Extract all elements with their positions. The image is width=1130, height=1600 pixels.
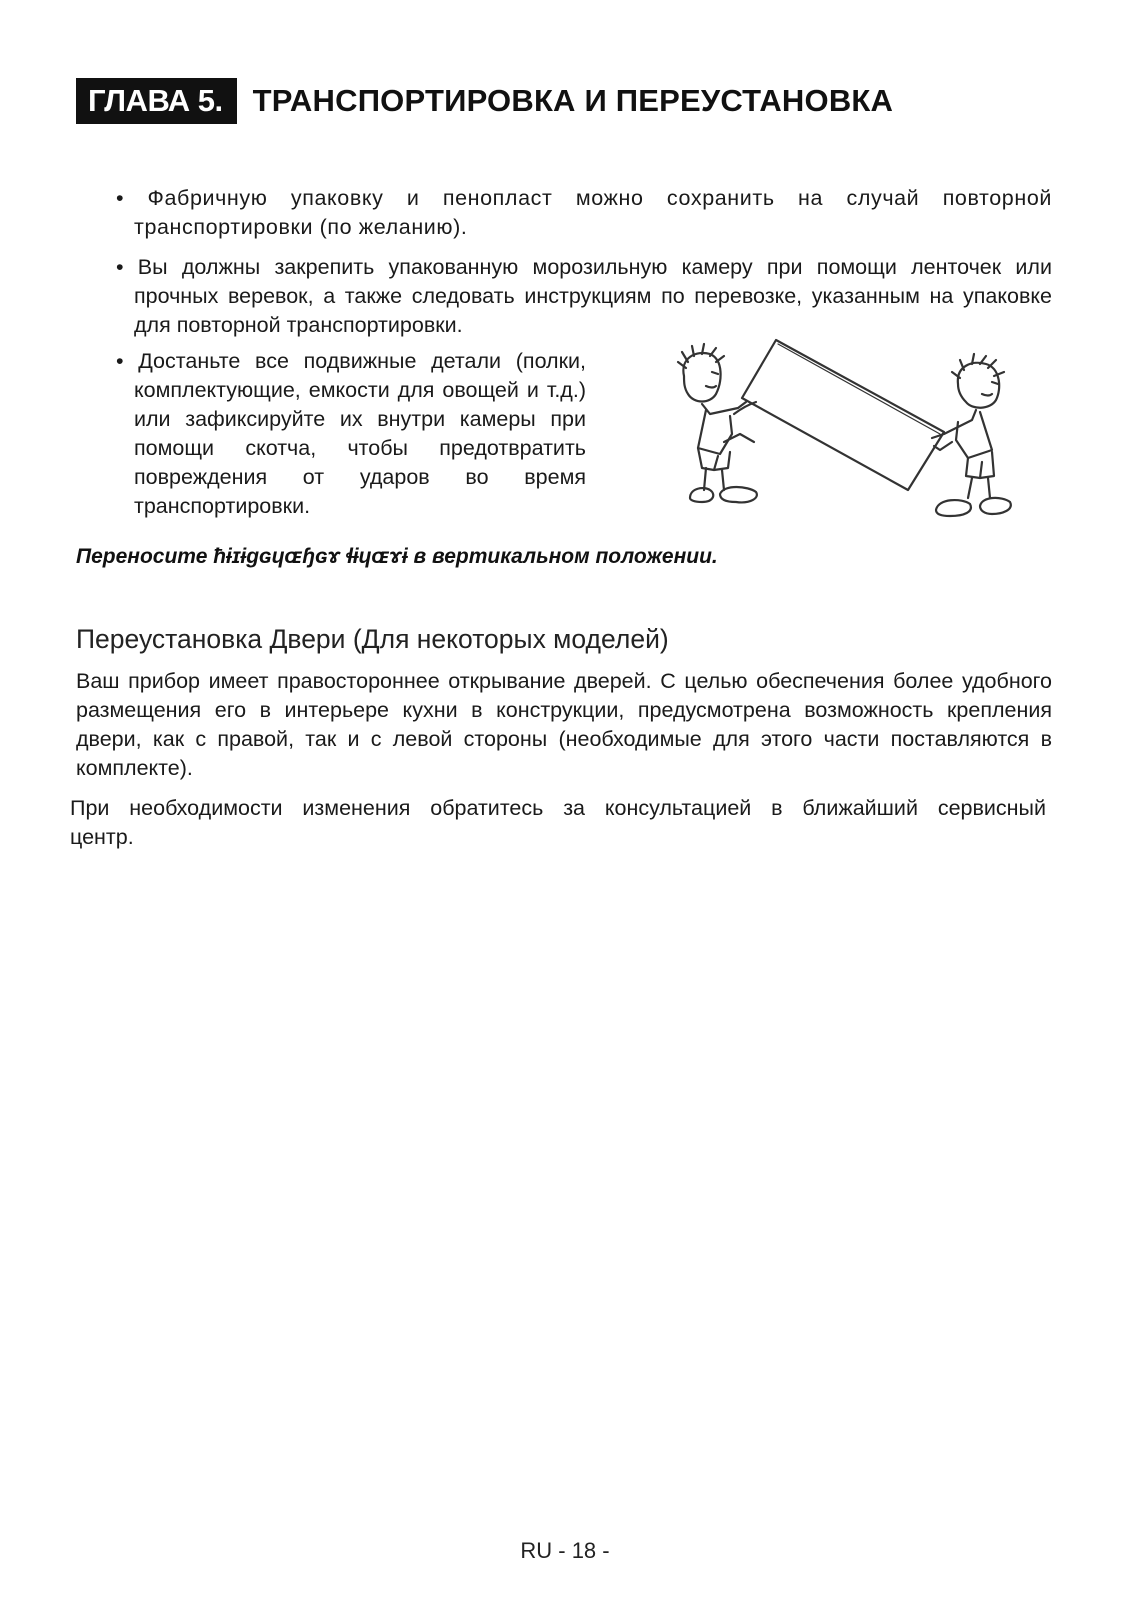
bullet-remove-parts: • Достаньте все подвижные детали (полки, комплектующие, емкости для овощей и т.д.) или зафиксируйте их внутри камеры при помощи скотча, чтобы предотвратить повреждения от ударов во время транспортировки.	[116, 349, 586, 518]
bullet-secure: • Вы должны закрепить упакованную морозильную камеру при помощи ленточек или прочных веревок, а также следовать инструкциям по перевозке, указанным на упаковке для повторной транспортировки.	[116, 255, 1052, 337]
door-paragraph-2: При необходимости изменения обратитесь за консультацией в ближайший сервисный центр.	[70, 796, 1046, 849]
chapter-badge: ГЛАВА 5.	[76, 78, 237, 124]
carrying-illustration	[676, 338, 1036, 538]
door-section-title: Переустановка Двери (Для некоторых моделей)	[76, 624, 669, 654]
vertical-carry-note: Переносите ћɨɪɨɡɢɥɶɧɢɤ ɬɨɥɶɤɨ в вертикальном положении.	[76, 545, 718, 568]
bullet-packaging: • Фабричную упаковку и пенопласт можно сохранить на случай повторной транспортировки (по желанию).	[116, 186, 1052, 239]
door-paragraph-1: Ваш прибор имеет правостороннее открывание дверей. С целью обеспечения более удобного размещения его в интерьере кухни в конструкции, предусмотрена возможность крепления двери, как с правой, так и с левой стороны (необходимые для этого части поставляются в комплекте).	[76, 669, 1052, 780]
chapter-title: ТРАНСПОРТИРОВКА И ПЕРЕУСТАНОВКА	[252, 83, 894, 118]
page-number: RU - 18 -	[520, 1538, 610, 1563]
chapter-header	[76, 78, 893, 124]
